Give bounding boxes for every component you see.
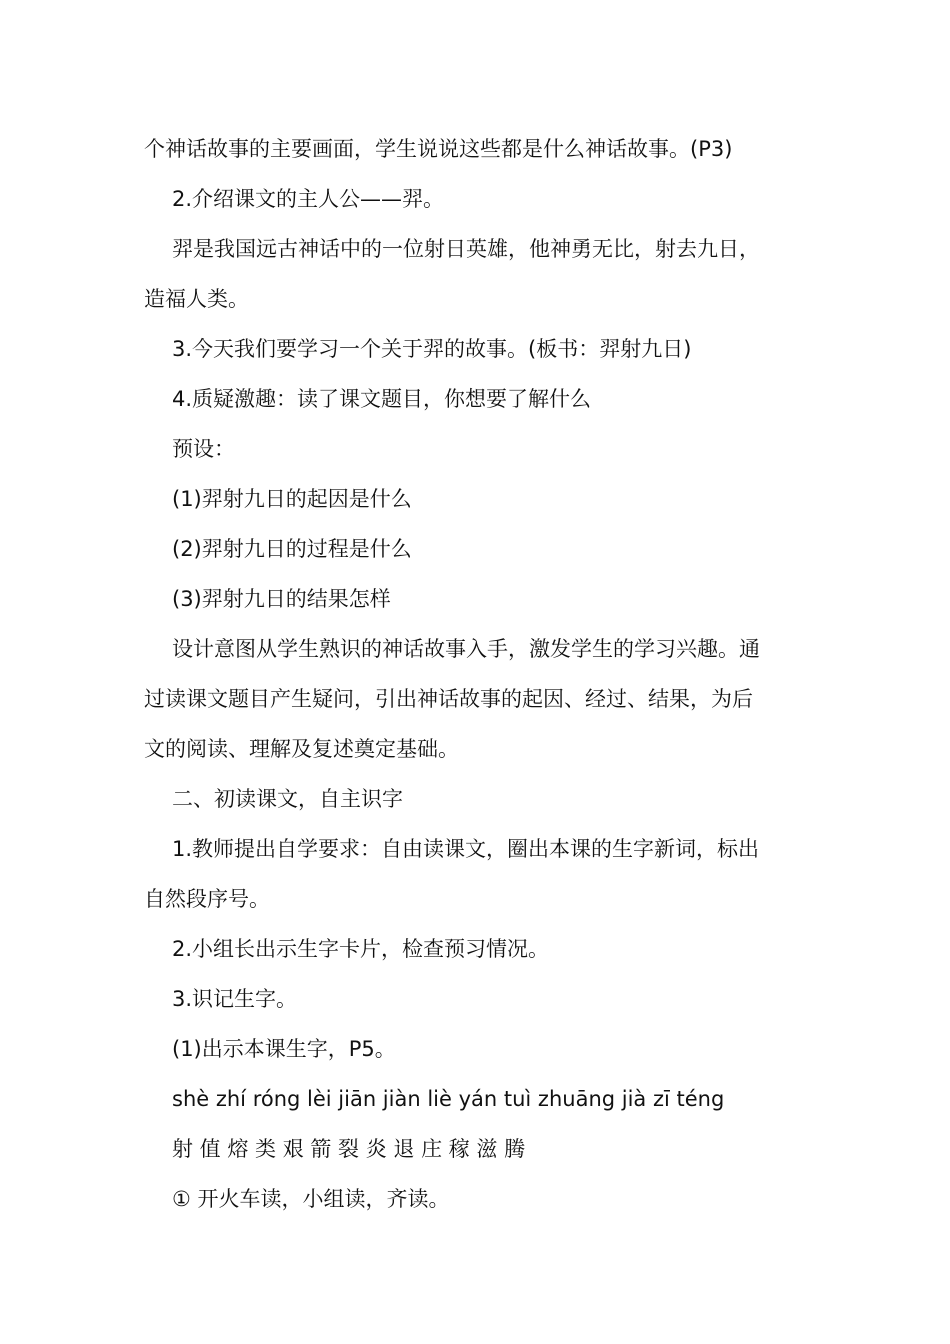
- text-line-11: 设计意图从学生熟识的神话故事入手，激发学生的学习兴趣。通: [172, 637, 760, 661]
- text-line-6: 4.质疑激趣：读了课文题目，你想要了解什么: [172, 387, 592, 411]
- text-line-5: 3.今天我们要学习一个关于羿的故事。(板书：羿射九日): [172, 337, 692, 361]
- text-line-8: (1)羿射九日的起因是什么: [172, 487, 412, 511]
- text-line-2: 2.介绍课文的主人公——羿。: [172, 187, 445, 211]
- text-line-15: 1.教师提出自学要求：自由读课文，圈出本课的生字新词，标出: [172, 837, 760, 861]
- text-line-4: 造福人类。: [144, 287, 249, 311]
- text-line-10: (3)羿射九日的结果怎样: [172, 587, 391, 611]
- text-line-16: 自然段序号。: [144, 887, 270, 911]
- text-line-12: 过读课文题目产生疑问，引出神话故事的起因、经过、结果，为后: [144, 687, 753, 711]
- pinyin-line: shè zhí róng lèi jiān jiàn liè yán tuì zhuāng jià zī téng: [172, 1087, 725, 1111]
- text-line-19: (1)出示本课生字，P5。: [172, 1037, 396, 1061]
- text-line-3: 羿是我国远古神话中的一位射日英雄，他神勇无比，射去九日，: [172, 237, 760, 261]
- text-line-17: 2.小组长出示生字卡片，检查预习情况。: [172, 937, 550, 961]
- characters-line: 射 值 熔 类 艰 箭 裂 炎 退 庄 稼 滋 腾: [172, 1137, 526, 1161]
- text-line-1: 个神话故事的主要画面，学生说说这些都是什么神话故事。(P3): [144, 137, 733, 161]
- text-line-13: 文的阅读、理解及复述奠定基础。: [144, 737, 459, 761]
- text-line-18: 3.识记生字。: [172, 987, 298, 1011]
- text-line-22: ① 开火车读，小组读，齐读。: [172, 1187, 450, 1211]
- text-line-9: (2)羿射九日的过程是什么: [172, 537, 412, 561]
- text-line-7: 预设：: [172, 437, 235, 461]
- section-heading: 二、初读课文，自主识字: [172, 787, 403, 811]
